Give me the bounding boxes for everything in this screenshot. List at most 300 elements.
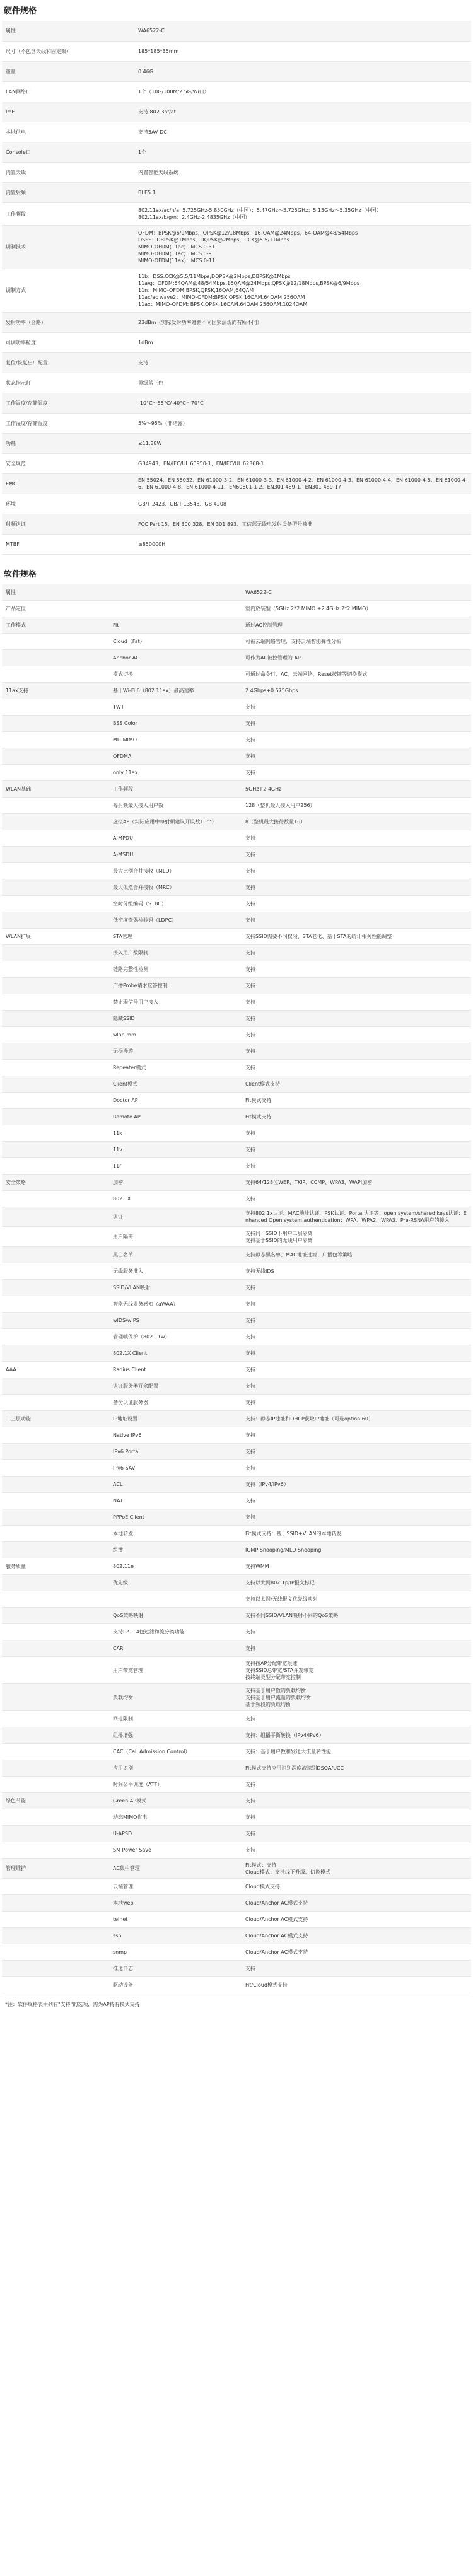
spec-category — [2, 748, 109, 765]
spec-category — [2, 1624, 109, 1640]
spec-feature: 云端管理 — [109, 1879, 242, 1895]
spec-category — [2, 1879, 109, 1895]
spec-category — [2, 1895, 109, 1912]
spec-value: Fit模式支持 — [242, 1093, 471, 1109]
software-row — [2, 1842, 471, 1859]
software-row — [2, 1444, 471, 1460]
spec-category — [2, 1296, 109, 1313]
software-row — [2, 1624, 471, 1640]
spec-label: 复位/恢复出厂配置 — [2, 352, 134, 373]
spec-feature: 本地web — [109, 1895, 242, 1912]
software-row — [2, 666, 471, 683]
spec-value: IGMP Snooping/MLD Snooping — [242, 1542, 471, 1558]
spec-category — [2, 1460, 109, 1477]
spec-feature: IP地址设置 — [109, 1411, 242, 1427]
software-row — [2, 1313, 471, 1329]
software-row — [2, 1744, 471, 1760]
software-row — [2, 912, 471, 929]
spec-value: 支持 — [242, 1296, 471, 1313]
spec-value: 支持 — [242, 1961, 471, 1977]
software-row — [2, 1027, 471, 1043]
spec-category — [2, 1207, 109, 1227]
spec-label: MTBF — [2, 534, 134, 554]
spec-category — [2, 1575, 109, 1591]
spec-value: 支持基于用户数的负载均衡 支持基于用户流量的负载均衡 基于频段的负载均衡 — [242, 1684, 471, 1711]
software-row — [2, 1460, 471, 1477]
spec-value: 1个（10G/100M/2.5G/Wi口） — [134, 81, 471, 102]
spec-feature: 优先级 — [109, 1575, 242, 1591]
spec-value: 支持 — [242, 863, 471, 879]
spec-label: 射频认证 — [2, 514, 134, 534]
spec-value: 支持无线IDS — [242, 1263, 471, 1280]
spec-value: 可通过命令行、AC、云端网络、Reset按键等切换模式 — [242, 666, 471, 683]
spec-feature: 接入用户数限制 — [109, 945, 242, 961]
software-row — [2, 1175, 471, 1191]
spec-category — [2, 1378, 109, 1395]
spec-feature: QoS策略映射 — [109, 1608, 242, 1624]
spec-category: 服务质量 — [2, 1558, 109, 1575]
spec-category — [2, 1125, 109, 1142]
spec-feature: 备份认证服务器 — [109, 1395, 242, 1411]
spec-label: 发射功率（合路） — [2, 312, 134, 332]
spec-label: 工作温度/存储温度 — [2, 393, 134, 413]
software-row — [2, 1280, 471, 1296]
spec-value: 支持 — [242, 1460, 471, 1477]
hardware-row — [2, 81, 471, 102]
spec-feature: 认证服务器冗余配置 — [109, 1378, 242, 1395]
spec-value: Cloud/Anchor AC模式支持 — [242, 1912, 471, 1928]
spec-category — [2, 1027, 109, 1043]
software-row — [2, 699, 471, 716]
spec-feature: wlan mm — [109, 1027, 242, 1043]
spec-value: 支持5AV DC — [134, 122, 471, 142]
software-row — [2, 1142, 471, 1158]
spec-value: 支持 — [242, 1158, 471, 1175]
spec-category — [2, 830, 109, 847]
spec-feature: 组播 — [109, 1542, 242, 1558]
spec-value: 8（整机最大接待数量16） — [242, 814, 471, 830]
software-row — [2, 896, 471, 912]
spec-feature: Doctor AP — [109, 1093, 242, 1109]
spec-category — [2, 1977, 109, 1993]
spec-category — [2, 1329, 109, 1345]
spec-value: FCC Part 15、EN 300 328、EN 301 893、工信部无线电发射设备型号核准 — [134, 514, 471, 534]
spec-category: 安全策略 — [2, 1175, 109, 1191]
hardware-row — [2, 413, 471, 433]
software-row — [2, 879, 471, 896]
spec-feature: SM Power Save — [109, 1842, 242, 1859]
spec-value: 支持 — [242, 1329, 471, 1345]
spec-value: Fit模式：支持 Cloud模式：支持线下升级、切换模式 — [242, 1859, 471, 1879]
software-row — [2, 945, 471, 961]
spec-value: 可被云端网络管理，支持云端智能弹性分析 — [242, 634, 471, 650]
spec-feature — [109, 584, 242, 601]
spec-category — [2, 994, 109, 1011]
software-row — [2, 1859, 471, 1879]
spec-feature: 推送日志 — [109, 1961, 242, 1977]
spec-value: 支持 — [242, 1777, 471, 1793]
spec-feature: 802.11e — [109, 1558, 242, 1575]
spec-label: 调制技术 — [2, 225, 134, 269]
software-row — [2, 601, 471, 617]
spec-category — [2, 634, 109, 650]
spec-category — [2, 1011, 109, 1027]
spec-feature: Client模式 — [109, 1076, 242, 1093]
spec-category: 工作模式 — [2, 617, 109, 634]
software-row — [2, 1477, 471, 1493]
spec-value: 支持：基于用户数和发送大流量转性能 — [242, 1744, 471, 1760]
software-row — [2, 1227, 471, 1247]
spec-value: 支持64/128位WEP、TKIP、CCMP、WPA3、WAPI加密 — [242, 1175, 471, 1191]
hardware-row — [2, 225, 471, 269]
spec-category — [2, 1158, 109, 1175]
hardware-row — [2, 352, 471, 373]
software-row — [2, 1263, 471, 1280]
spec-category — [2, 1928, 109, 1944]
spec-label: 重量 — [2, 61, 134, 81]
spec-value: 5GHz+2.4GHz — [242, 781, 471, 798]
software-row — [2, 1076, 471, 1093]
spec-feature: NAT — [109, 1493, 242, 1509]
spec-value: 11b：DSS:CCK@5.5/11Mbps,DQPSK@2Mbps,DBPSK@1Mbps 11a/g：OFDM:64QAM@48/54Mbps,16QAM@24Mbps,QPSK@12/18Mbps,BPSK@6/9Mbps 11n：MIMO-OFDM:BPSK,QPSK,16QAM,64QAM 11ac/ac wave2：MIMO-OFDM:BPSK,QPSK,16QAM,64QAM,256QAM 11ax：MIMO-OFDM: BPSK,QPSK,16QAM,64QAM,256QAM,1024QAM — [134, 269, 471, 312]
spec-label: 工作频段 — [2, 202, 134, 225]
spec-feature: 链路完整性检测 — [109, 961, 242, 978]
spec-feature: Cloud（Fat） — [109, 634, 242, 650]
spec-category — [2, 896, 109, 912]
spec-category — [2, 961, 109, 978]
software-row — [2, 1109, 471, 1125]
hardware-row — [2, 332, 471, 352]
software-row — [2, 1378, 471, 1395]
spec-feature: SSID/VLAN映射 — [109, 1280, 242, 1296]
spec-value: Client模式支持 — [242, 1076, 471, 1093]
spec-feature: A-MSDU — [109, 847, 242, 863]
spec-category: WLAN扩展 — [2, 929, 109, 945]
spec-value: 支持 — [242, 748, 471, 765]
spec-category — [2, 1842, 109, 1859]
software-row — [2, 765, 471, 781]
software-row — [2, 798, 471, 814]
software-row — [2, 716, 471, 732]
spec-value: 支持 — [242, 699, 471, 716]
spec-category — [2, 1345, 109, 1362]
spec-category — [2, 732, 109, 748]
spec-value: 室内放装型（5GHz 2*2 MIMO +2.4GHz 2*2 MIMO） — [242, 601, 471, 617]
spec-value: Cloud/Anchor AC模式支持 — [242, 1895, 471, 1912]
spec-value: Fit模式支持：基于SSID+VLAN的本地转发 — [242, 1526, 471, 1542]
spec-feature: PPPoE Client — [109, 1509, 242, 1526]
spec-value: 支持 802.3af/at — [134, 102, 471, 122]
spec-feature: snmp — [109, 1944, 242, 1961]
spec-category — [2, 1526, 109, 1542]
spec-feature: Anchor AC — [109, 650, 242, 666]
spec-feature: 11v — [109, 1142, 242, 1158]
spec-value: 支持 — [242, 1011, 471, 1027]
spec-category — [2, 1247, 109, 1263]
spec-value: 支持：静态IP地址和DHCP获取IP地址（可选option 60） — [242, 1411, 471, 1427]
spec-value: 支持 — [242, 1809, 471, 1826]
software-row — [2, 978, 471, 994]
software-row — [2, 1608, 471, 1624]
spec-category — [2, 1142, 109, 1158]
spec-label: 属性 — [2, 21, 134, 41]
spec-category — [2, 1640, 109, 1657]
spec-label: 内置射频 — [2, 182, 134, 202]
spec-value: 支持 — [242, 1509, 471, 1526]
software-row — [2, 1526, 471, 1542]
spec-category — [2, 1744, 109, 1760]
spec-value: 支持 — [242, 1378, 471, 1395]
hardware-row — [2, 41, 471, 61]
spec-feature: Radius Client — [109, 1362, 242, 1378]
spec-value: 支持 — [242, 994, 471, 1011]
spec-value: 黄绿蓝三色 — [134, 373, 471, 393]
spec-value: 1个 — [134, 142, 471, 162]
software-section-title: 软件规格 — [4, 569, 37, 579]
hardware-row — [2, 453, 471, 473]
spec-category — [2, 1263, 109, 1280]
spec-value: 支持 — [242, 1142, 471, 1158]
hardware-spec-table — [2, 21, 471, 555]
software-row — [2, 650, 471, 666]
spec-feature: AC集中管理 — [109, 1859, 242, 1879]
spec-feature: 基于Wi-Fi 6（802.11ax）最高速率 — [109, 683, 242, 699]
spec-category — [2, 1060, 109, 1076]
spec-value: 支持 — [242, 1444, 471, 1460]
spec-value: 支持802.1x认证、MAC地址认证、PSK认证、Portal认证等；open system/shared keys认证；Enhanced Open system authentication；WPA、WPA2、WPA3、Pre-RSNA用户的接入 — [242, 1207, 471, 1227]
spec-feature: 时间公平调度（ATF） — [109, 1777, 242, 1793]
software-row — [2, 1125, 471, 1142]
spec-feature: 模式切换 — [109, 666, 242, 683]
spec-feature: 最大似然合并接收（MRC） — [109, 879, 242, 896]
spec-feature: U-APSD — [109, 1826, 242, 1842]
spec-category — [2, 1093, 109, 1109]
software-row — [2, 1826, 471, 1842]
spec-value: 支持 — [242, 830, 471, 847]
hardware-row — [2, 373, 471, 393]
spec-category — [2, 1427, 109, 1444]
software-row — [2, 1944, 471, 1961]
hardware-row — [2, 514, 471, 534]
spec-category: 绿色节能 — [2, 1793, 109, 1809]
hardware-row — [2, 534, 471, 554]
spec-category — [2, 1493, 109, 1509]
spec-label: 调制方式 — [2, 269, 134, 312]
software-row — [2, 1575, 471, 1591]
spec-category — [2, 650, 109, 666]
software-row — [2, 1912, 471, 1928]
spec-feature: TWT — [109, 699, 242, 716]
spec-category — [2, 1777, 109, 1793]
spec-label: PoE — [2, 102, 134, 122]
spec-category — [2, 1076, 109, 1093]
spec-feature: 802.1X — [109, 1191, 242, 1207]
spec-feature: CAR — [109, 1640, 242, 1657]
spec-feature: 管理帧保护（802.11w） — [109, 1329, 242, 1345]
spec-value: Fit/Cloud模式支持 — [242, 1977, 471, 1993]
spec-label: 状态指示灯 — [2, 373, 134, 393]
software-row — [2, 584, 471, 601]
software-row — [2, 1158, 471, 1175]
spec-value: 支持 — [242, 1711, 471, 1727]
hardware-row — [2, 433, 471, 453]
spec-value: ≥850000H — [134, 534, 471, 554]
software-row — [2, 1296, 471, 1313]
spec-feature: 11r — [109, 1158, 242, 1175]
software-row — [2, 1207, 471, 1227]
hardware-row — [2, 61, 471, 81]
spec-feature: 认证 — [109, 1207, 242, 1227]
spec-feature: only 11ax — [109, 765, 242, 781]
spec-value: EN 55024、EN 55032、EN 61000-3-2、EN 61000-3-3、EN 61000-4-2、EN 61000-4-3、EN 61000-4-4、EN 61000-4-5、EN 61000-4-6、EN 61000-4-8、EN 61000-4-11、EN60601-1-2、EN301 489-1、EN301 489-17 — [134, 473, 471, 494]
spec-value: 支持 — [242, 765, 471, 781]
spec-category — [2, 716, 109, 732]
spec-value: Fit模式支持 — [242, 1109, 471, 1125]
spec-category — [2, 1043, 109, 1060]
spec-value: Cloud/Anchor AC模式支持 — [242, 1944, 471, 1961]
spec-category — [2, 1608, 109, 1624]
spec-label: 本地供电 — [2, 122, 134, 142]
spec-feature: wIDS/wIPS — [109, 1313, 242, 1329]
spec-value: Fit模式支持应用识别深度流识别DSQA/UCC — [242, 1760, 471, 1777]
spec-feature: 空时分组编码（STBC） — [109, 896, 242, 912]
spec-feature: ACL — [109, 1477, 242, 1493]
spec-label: EMC — [2, 473, 134, 494]
software-row — [2, 1727, 471, 1744]
software-row — [2, 1191, 471, 1207]
hardware-row — [2, 142, 471, 162]
spec-value: 通过AC控制管理 — [242, 617, 471, 634]
software-row — [2, 1977, 471, 1993]
spec-value: 支持 — [134, 352, 471, 373]
spec-feature — [109, 601, 242, 617]
spec-category — [2, 1313, 109, 1329]
spec-value: 支持静态黑名单、MAC地址过滤、广播包等策略 — [242, 1247, 471, 1263]
spec-category — [2, 1912, 109, 1928]
spec-value: 2.4Gbps+0.575Gbps — [242, 683, 471, 699]
spec-feature: IPv6 Portal — [109, 1444, 242, 1460]
software-row — [2, 1657, 471, 1684]
spec-value: 支持 — [242, 1793, 471, 1809]
spec-value: 支持以太网/无线报文优先级映射 — [242, 1591, 471, 1608]
spec-value: 支持 — [242, 1043, 471, 1060]
hardware-row — [2, 269, 471, 312]
spec-category — [2, 1684, 109, 1711]
hardware-row — [2, 473, 471, 494]
software-row — [2, 1777, 471, 1793]
spec-value: 支持 — [242, 879, 471, 896]
spec-value: 支持 — [242, 1191, 471, 1207]
software-row — [2, 1395, 471, 1411]
spec-value: 支持 — [242, 1345, 471, 1362]
hardware-section-title: 硬件规格 — [4, 6, 37, 16]
spec-category — [2, 1227, 109, 1247]
software-row — [2, 683, 471, 699]
software-row — [2, 1591, 471, 1608]
spec-value: 支持 — [242, 1280, 471, 1296]
spec-category — [2, 814, 109, 830]
spec-feature: 低密度奇偶检验码（LDPC） — [109, 912, 242, 929]
spec-value: 支持：组播平衡转换（IPv4/IPv6） — [242, 1727, 471, 1744]
spec-feature: 11k — [109, 1125, 242, 1142]
spec-category: AAA — [2, 1362, 109, 1378]
spec-feature: telnet — [109, 1912, 242, 1928]
spec-feature: 加密 — [109, 1175, 242, 1191]
spec-category — [2, 765, 109, 781]
spec-value: 支持 — [242, 961, 471, 978]
spec-feature: OFDMA — [109, 748, 242, 765]
spec-value: 支持 — [242, 732, 471, 748]
spec-value: 支持 — [242, 912, 471, 929]
spec-label: 尺寸（不包含天线和固定架） — [2, 41, 134, 61]
spec-category — [2, 1727, 109, 1744]
spec-value: 支持 — [242, 1493, 471, 1509]
spec-value: 支持不同SSID/VLAN映射不同的QoS策略 — [242, 1608, 471, 1624]
spec-feature: 802.1X Client — [109, 1345, 242, 1362]
spec-feature: 虚拟AP（实际应用中每射频建议开设数16个） — [109, 814, 242, 830]
software-row — [2, 1093, 471, 1109]
spec-feature: MU-MIMO — [109, 732, 242, 748]
spec-category: 11ax支持 — [2, 683, 109, 699]
spec-feature: 无线服务准入 — [109, 1263, 242, 1280]
spec-label: 可调功率粒度 — [2, 332, 134, 352]
spec-value: 支持 — [242, 1842, 471, 1859]
spec-value: 支持 — [242, 945, 471, 961]
spec-feature: 用户隔离 — [109, 1227, 242, 1247]
spec-value: 支持 — [242, 1624, 471, 1640]
spec-value: BLE5.1 — [134, 182, 471, 202]
spec-feature: 本地转发 — [109, 1526, 242, 1542]
spec-feature: Repeater模式 — [109, 1060, 242, 1076]
software-row — [2, 1809, 471, 1826]
spec-feature: 用户带宽管理 — [109, 1657, 242, 1684]
spec-value: 可作为AC被控管理的 AP — [242, 650, 471, 666]
spec-feature: BSS Color — [109, 716, 242, 732]
spec-value: 1dBm — [134, 332, 471, 352]
spec-label: 工作湿度/存储湿度 — [2, 413, 134, 433]
spec-value: 支持以太网802.1p/IP报文标记 — [242, 1575, 471, 1591]
spec-category — [2, 1542, 109, 1558]
spec-category — [2, 863, 109, 879]
spec-feature: 隐藏SSID — [109, 1011, 242, 1027]
spec-feature: 回退限制 — [109, 1711, 242, 1727]
software-row — [2, 1879, 471, 1895]
software-row — [2, 961, 471, 978]
spec-category — [2, 1760, 109, 1777]
spec-category — [2, 1657, 109, 1684]
spec-feature: 每射频最大接入用户数 — [109, 798, 242, 814]
spec-value: Cloud/Anchor AC模式支持 — [242, 1928, 471, 1944]
spec-value: WA6522-C — [134, 21, 471, 41]
software-row — [2, 1043, 471, 1060]
spec-category — [2, 1711, 109, 1727]
spec-category — [2, 1509, 109, 1526]
spec-value: WA6522-C — [242, 584, 471, 601]
spec-label: 内置天线 — [2, 162, 134, 182]
software-row — [2, 863, 471, 879]
software-row — [2, 1961, 471, 1977]
spec-category — [2, 1591, 109, 1608]
spec-label: 环境 — [2, 494, 134, 514]
spec-value: 支持 — [242, 1362, 471, 1378]
software-row — [2, 1493, 471, 1509]
spec-category: 属性 — [2, 584, 109, 601]
software-row — [2, 1760, 471, 1777]
spec-value: 支持 — [242, 1826, 471, 1842]
spec-value: 支持 — [242, 1060, 471, 1076]
spec-value: 支持按AP分配带宽限速 支持SSID总带宽/STA并发带宽 按终端类型分配带宽控制 — [242, 1657, 471, 1684]
software-row — [2, 1558, 471, 1575]
